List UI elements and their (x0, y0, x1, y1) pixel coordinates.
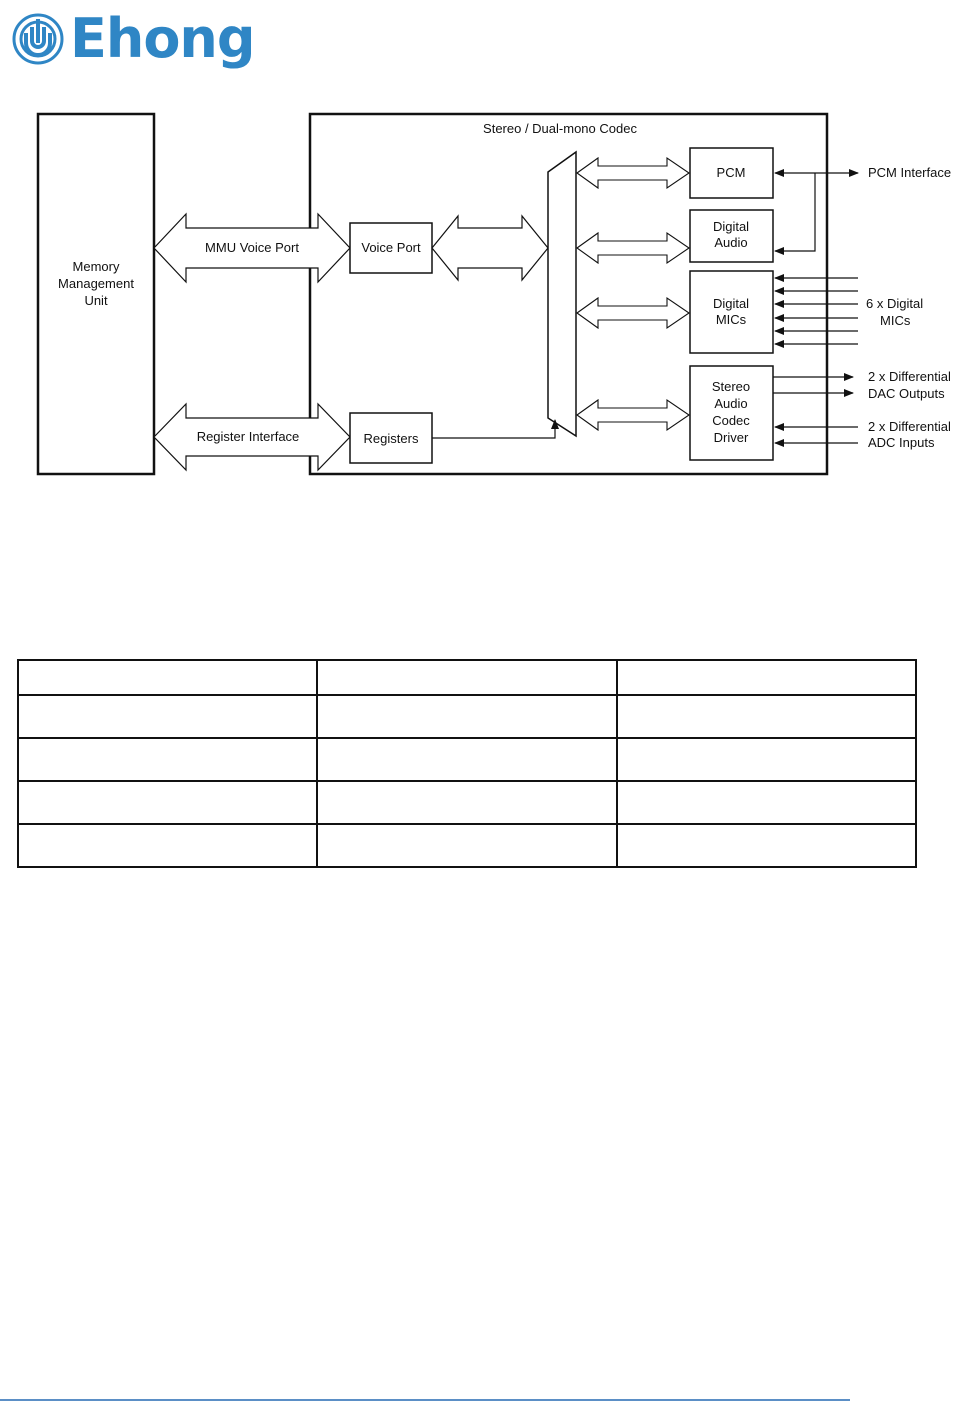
mmu-voice-port-label: MMU Voice Port (205, 240, 299, 255)
table-cell (317, 781, 616, 824)
dac-outputs-label-line1: 2 x Differential (868, 369, 951, 384)
stereo-codec-label-line4: Driver (713, 430, 749, 445)
codec-title: Stereo / Dual-mono Codec (483, 121, 637, 136)
table-cell (617, 824, 916, 867)
stereo-codec-label-line3: Codec (712, 413, 750, 428)
table-cell (317, 738, 616, 781)
digital-mics-label-line1: Digital (712, 296, 750, 311)
registers-label: Registers (363, 431, 419, 446)
empty-table (17, 659, 917, 868)
adc-inputs-label-line1: 2 x Differential (868, 419, 951, 434)
register-interface-label: Register Interface (196, 429, 300, 444)
footer-divider (0, 1399, 850, 1401)
pcm-interface-label: PCM Interface (868, 165, 952, 180)
stereo-codec-label-line2: Audio (714, 396, 748, 411)
table-row (18, 695, 916, 738)
table-cell (617, 695, 916, 738)
digital-audio-label-line1: Digital (712, 219, 750, 234)
brand-logo (12, 8, 255, 70)
ehong-logo-icon (12, 13, 64, 65)
dac-outputs-label-line2: DAC Outputs (868, 386, 945, 401)
table-row (18, 781, 916, 824)
table-row (18, 660, 916, 695)
table-cell (317, 660, 616, 695)
table-cell (317, 824, 616, 867)
table-cell (18, 695, 317, 738)
table-row (18, 824, 916, 867)
bus-mux (548, 152, 576, 436)
brand-name: Ehong (70, 7, 255, 70)
table-cell (617, 660, 916, 695)
mmu-label-line2: Management (58, 276, 134, 291)
digital-mics-label-line2: MICs (715, 312, 747, 327)
table-cell (18, 738, 317, 781)
stereo-codec-label-line1: Stereo (711, 379, 751, 394)
digital-mics-ext-line1: 6 x Digital (866, 296, 924, 311)
block-diagram (0, 100, 977, 490)
table-cell (317, 695, 616, 738)
digital-audio-label-line2: Audio (714, 235, 748, 250)
mmu-label-line1: Memory (72, 259, 120, 274)
table-cell (18, 781, 317, 824)
mmu-label-line3: Unit (84, 293, 108, 308)
table-cell (617, 738, 916, 781)
pcm-label: PCM (716, 165, 746, 180)
table-row (18, 738, 916, 781)
table-cell (18, 660, 317, 695)
digital-mics-ext-line2: MICs (880, 313, 911, 328)
voice-port-label: Voice Port (361, 240, 421, 255)
table-cell (617, 781, 916, 824)
table-cell (18, 824, 317, 867)
adc-inputs-label-line2: ADC Inputs (868, 435, 935, 450)
